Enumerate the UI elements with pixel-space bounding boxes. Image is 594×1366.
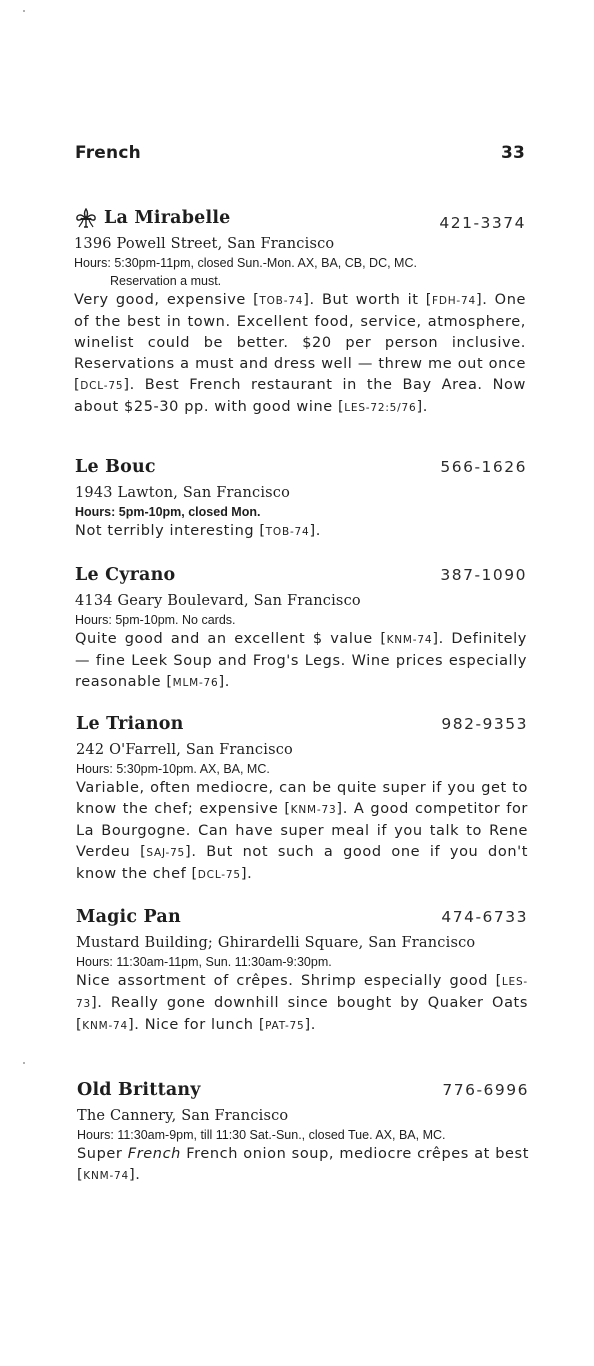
citation: DCL-75 (80, 380, 124, 392)
hours-text: 5:30pm-11pm, closed Sun.-Mon. AX, BA, CB, DC, MC. (114, 256, 417, 270)
citation: KNM-74 (83, 1170, 130, 1182)
review-segment: . One of the best in town. Excellent food, service, atmosphere, winelist could be better. $20 per person inclusive. Reservations a must and dress well — threw me out once (74, 292, 527, 372)
citation: DCL-75 (197, 869, 241, 881)
entry-heading (75, 565, 527, 591)
hours-text: 11:30am-11pm, Sun. 11:30am-9:30pm. (116, 955, 332, 969)
citation: LES-73 (76, 976, 528, 1010)
restaurant-name: Le Bouc (75, 457, 156, 477)
citation: LES-72:5/76 (344, 402, 417, 414)
entry-heading (77, 1080, 529, 1106)
review-text: Very good, expensive [TOB-74]. But worth it [FDH-74]. One of the best in town. Excellent food, service, atmosphere, winelist could be better. $20 per person inclusive. Reservations a must and dress well — threw me out once [DCL-75]. Best French restaurant in the Bay Area. Now about $25-30 pp. with good wine [LES-72:5/76]. (74, 292, 527, 415)
phone-number: 982-9353 (441, 715, 528, 733)
scan-speck (23, 10, 25, 12)
review-text: Nice assortment of crêpes. Shrimp especially good [LES-73]. Really gone downhill since bought by Quaker Oats [KNM-74]. Nice for lunch [PAT-75]. (76, 973, 528, 1033)
review-segment: . (247, 866, 253, 882)
citation: PAT-75 (265, 1020, 305, 1032)
review-segment: . (135, 1167, 141, 1183)
review-segment: French onion soup, mediocre crêpes at best (180, 1146, 529, 1162)
review-segment: . Really gone downhill since bought by Quaker Oats (97, 995, 528, 1011)
review-segment: . But not such a good one if you don't know the chef (76, 844, 528, 882)
review-segment: . (315, 523, 321, 539)
review-segment: . (224, 674, 230, 690)
citation: KNM-73 (290, 804, 337, 816)
restaurant-name: La Mirabelle (104, 208, 231, 228)
review-segment: Variable, often mediocre, can be quite super if you get to know the chef; expensive (76, 780, 528, 817)
hours-label: Hours: (74, 256, 111, 270)
hours (76, 760, 528, 778)
hours (77, 1126, 529, 1144)
phone-number: 474-6733 (441, 908, 528, 926)
entry-heading (76, 714, 528, 740)
page-header (75, 143, 525, 163)
citation: KNM-74 (82, 1020, 129, 1032)
restaurant-entry (74, 208, 526, 419)
restaurant-name: Magic Pan (76, 907, 181, 927)
restaurant-name: Old Brittany (77, 1080, 201, 1100)
citation: MLM-76 (172, 677, 219, 689)
entry-heading (74, 208, 526, 234)
address: 1943 Lawton, San Francisco (75, 485, 291, 501)
review-segment: Quite good and an excellent $ value (75, 631, 381, 647)
page-number: 33 (500, 143, 525, 163)
restaurant-entry (76, 907, 528, 1037)
review-text: Super French French onion soup, mediocre crêpes at best [KNM-74]. (77, 1146, 529, 1183)
restaurant-entry (75, 457, 527, 543)
hours-label: Hours: (76, 955, 113, 969)
restaurant-name: Le Trianon (76, 714, 184, 734)
hours (75, 503, 527, 521)
hours-text: 11:30am-9pm, till 11:30 Sat.-Sun., closed Tue. AX, BA, MC. (117, 1128, 446, 1142)
hours-label: Hours: (75, 613, 112, 627)
hours (75, 611, 527, 629)
address: Mustard Building; Ghirardelli Square, San Francisco (76, 935, 476, 951)
restaurant-name-row (74, 208, 231, 228)
review-segment: Not terribly interesting (75, 523, 260, 539)
hours-label: Hours: (75, 505, 116, 519)
review-segment: . But worth it (309, 292, 426, 308)
review-segment: Super (77, 1146, 128, 1162)
citation: TOB-74 (259, 295, 304, 307)
review-text: Variable, often mediocre, can be quite super if you get to know the chef; expensive [KNM-73]. A good competitor for La Bourgogne. Can have super meal if you talk to Rene Verdeu [SAJ-75]. But not such a good one if you don't know the chef [DCL-75]. (76, 780, 528, 882)
review-text: Quite good and an excellent $ value [KNM-74]. Definitely — fine Leek Soup and Frog's Legs. Wine prices especially reasonable [MLM-76]. (75, 631, 527, 690)
review-segment: . Best French restaurant in the Bay Area. Now about $25-30 pp. with good wine (74, 377, 526, 415)
hours-text: 5pm-10pm, closed Mon. (118, 505, 261, 519)
review-emphasis: French (127, 1146, 181, 1162)
restaurant-entry (76, 714, 528, 886)
hours-label: Hours: (76, 762, 113, 776)
review-segment: . (422, 399, 428, 415)
citation: KNM-74 (386, 634, 433, 646)
hours-label: Hours: (77, 1128, 114, 1142)
address: The Cannery, San Francisco (77, 1108, 289, 1124)
restaurant-entry (77, 1080, 529, 1187)
restaurant-entry (75, 565, 527, 694)
entry-heading (75, 457, 527, 483)
restaurant-name: Le Cyrano (75, 565, 176, 585)
fleur-de-lis-icon (74, 208, 98, 228)
review-segment: . Nice for lunch (134, 1017, 259, 1033)
hours-note: Reservation a must. (110, 274, 222, 288)
review-segment: . (310, 1017, 316, 1033)
phone-number: 387-1090 (440, 566, 527, 584)
hours (76, 953, 528, 971)
entry-heading (76, 907, 528, 933)
phone-number: 566-1626 (440, 458, 527, 476)
section-title: French (75, 143, 141, 163)
address: 1396 Powell Street, San Francisco (74, 236, 335, 252)
review-segment: Very good, expensive (74, 292, 254, 308)
review-segment: . Definitely — fine Leek Soup and Frog's Legs. Wine prices especially reasonable (75, 631, 527, 690)
review-text: Not terribly interesting [TOB-74]. (75, 523, 321, 539)
hours-text: 5pm-10pm. No cards. (115, 613, 236, 627)
scan-speck (23, 1062, 25, 1064)
citation: FDH-74 (432, 295, 476, 307)
address: 4134 Geary Boulevard, San Francisco (75, 593, 361, 609)
review-segment: . A good competitor for La Bourgogne. Can have super meal if you talk to Rene Verdeu (76, 801, 528, 860)
hours-text: 5:30pm-10pm. AX, BA, MC. (116, 762, 270, 776)
citation: SAJ-75 (146, 847, 186, 859)
phone-number: 776-6996 (442, 1081, 529, 1099)
citation: TOB-74 (265, 526, 310, 538)
review-segment: Nice assortment of crêpes. Shrimp especially good (76, 973, 496, 989)
hours (74, 254, 526, 272)
phone-number: 421-3374 (439, 214, 526, 232)
address: 242 O'Farrell, San Francisco (76, 742, 293, 758)
